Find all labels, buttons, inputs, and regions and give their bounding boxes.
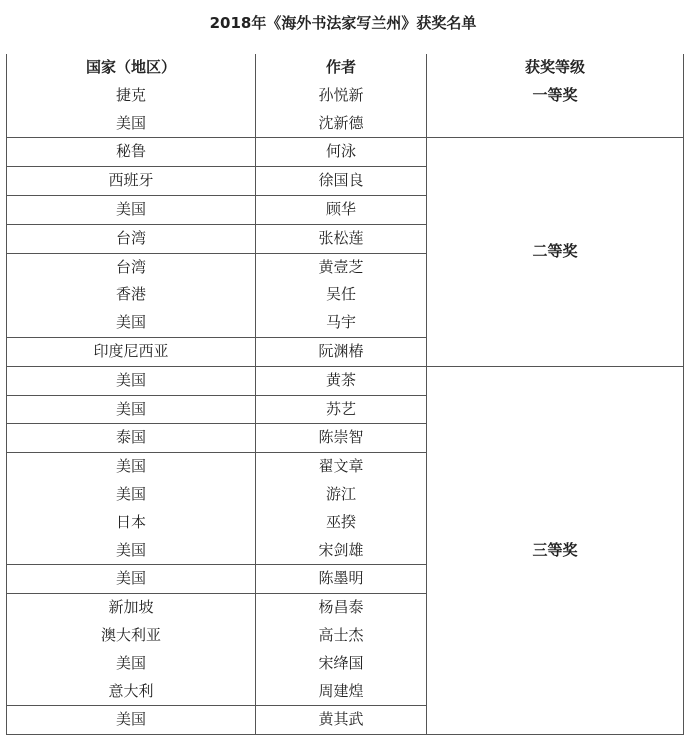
author-cell: 吴任 [256,281,427,309]
author-cell: 黄其武 [256,706,427,735]
country-cell: 香港 [7,281,256,309]
author-cell: 阮渊椿 [256,337,427,366]
author-cell: 顾华 [256,195,427,224]
country-cell: 美国 [7,537,256,565]
grade-second-label: 二等奖 [532,242,578,261]
country-cell: 美国 [7,481,256,509]
grade-header: 获奖等级 [427,54,684,82]
author-cell: 孙悦新 [256,82,427,110]
country-cell: 美国 [7,650,256,678]
author-cell: 马宇 [256,309,427,337]
author-cell: 何泳 [256,138,427,167]
author-cell: 杨昌泰 [256,594,427,622]
country-cell: 秘鲁 [7,138,256,167]
table-row [7,366,684,395]
table-row [7,138,684,167]
country-cell: 美国 [7,565,256,594]
author-cell: 黄茶 [256,366,427,395]
country-cell: 印度尼西亚 [7,337,256,366]
author-cell: 苏艺 [256,395,427,424]
author-cell: 宋剑雄 [256,537,427,565]
author-cell: 张松莲 [256,224,427,253]
author-cell: 陈崇智 [256,424,427,453]
country-cell: 美国 [7,366,256,395]
author-cell: 周建煌 [256,678,427,706]
country-cell: 台湾 [7,224,256,253]
grade-third-label: 三等奖 [532,540,578,559]
country-cell: 美国 [7,706,256,735]
table-row [7,82,684,110]
country-cell: 美国 [7,195,256,224]
country-cell: 泰国 [7,424,256,453]
author-cell: 宋绛国 [256,650,427,678]
country-cell: 西班牙 [7,167,256,196]
country-cell: 台湾 [7,253,256,281]
country-cell: 美国 [7,110,256,138]
country-cell: 日本 [7,509,256,537]
country-cell: 捷克 [7,82,256,110]
grade-third-cell [427,366,684,734]
country-cell: 美国 [7,453,256,481]
grade-first-label: 一等奖 [532,85,578,104]
author-cell: 高士杰 [256,622,427,650]
award-table [6,54,684,735]
country-cell: 澳大利亚 [7,622,256,650]
country-header: 国家（地区） [7,54,256,82]
country-cell: 美国 [7,395,256,424]
author-header: 作者 [256,54,427,82]
grade-first-cell [427,82,684,138]
author-cell: 陈墨明 [256,565,427,594]
grade-second-cell [427,138,684,366]
page-title: 2018年《海外书法家写兰州》获奖名单 [209,14,477,32]
country-cell: 新加坡 [7,594,256,622]
author-cell: 沈新德 [256,110,427,138]
author-cell: 巫揆 [256,509,427,537]
author-cell: 黄壹芝 [256,253,427,281]
country-cell: 意大利 [7,678,256,706]
author-cell: 游江 [256,481,427,509]
table-header-row [7,54,684,82]
author-cell: 翟文章 [256,453,427,481]
country-cell: 美国 [7,309,256,337]
author-cell: 徐国良 [256,167,427,196]
